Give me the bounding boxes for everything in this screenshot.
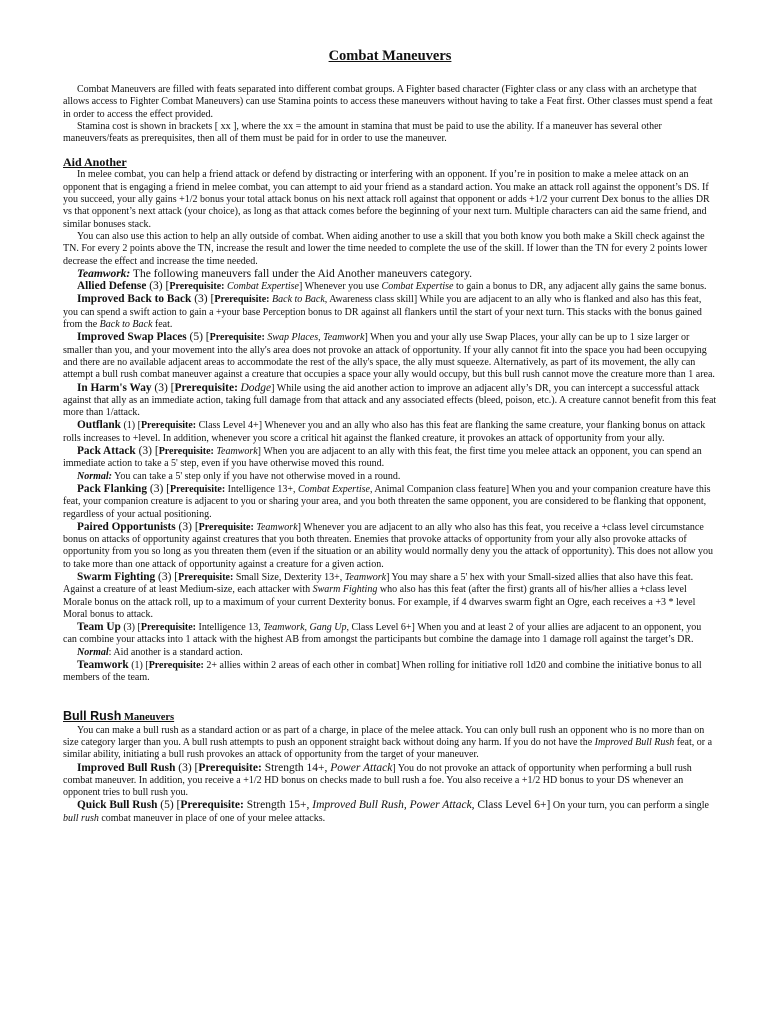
feat-name: Teamwork <box>77 659 129 672</box>
bull-rush-paragraph: You can make a bull rush as a standard action or as part of a charge, in place of the melee attack. You can only bull rush an opponent who is no more than on size category larger than you. A bull rush attempts to push an opponent straight back without doing any harm. If you do not have the Improved Bull Rush feat, or a similar ability, initiating a bull rush provokes an attack of opportunity from the target of your maneuver. <box>63 724 713 761</box>
document-page <box>63 44 717 825</box>
feat-name: Improved Swap Places <box>77 331 187 344</box>
intro-paragraph-2: Stamina cost is shown in brackets [ xx ], where the xx = the amount in stamina that must be paid to use the ability. If a maneuver has several other maneuvers/feats as prerequisites, then all of them must be paid for in order to use the maneuver. <box>63 120 662 145</box>
section-heading-bull-rush: Bull Rush Maneuvers <box>63 708 175 723</box>
feat-outflank: Outflank (1) [Prerequisite: Class Level 4+] Whenever you and an ally who also has this feat are flanking the same creature, your flanking bonus on attack rolls increases to +level. In addition, whenever you score a critical hit against the flanked creature, it provokes an attack of opportunity from your ally. <box>63 419 706 444</box>
feat-pack-attack: Pack Attack (3) [Prerequisite: Teamwork] When you are adjacent to an ally with this feat, the first time you melee attack an opponent, you can spend an immediate action to take a 5' step, even if you have otherwise moved this round. <box>63 445 702 470</box>
page-title: Combat Maneuvers <box>328 48 452 64</box>
feat-improved-swap-places: Improved Swap Places (5) [Prerequisite: Swap Places, Teamwork] When you and your ally use Swap Places, your ally can be up to 1 size larger or smaller than you, and your movement into the ally's area does not provoke an attack of opportunity. If your ally cannot fit into the space you had been occupying and there are no available adjacent areas to accommodate the rest of the ally's space, the ally must squeeze. Alternatively, as part of its movement, the ally can attempt a bull rush combat maneuver against a creature that occupies a space your ally would occupy, but this bull rush cannot move the creature more than 1 area. <box>63 331 715 381</box>
feat-paired-opportunists: Paired Opportunists (3) [Prerequisite: Teamwork] Whenever you are adjacent to an ally who also has this feat, you receive a +class level circumstance bonus on attacks of opportunity against creatures that you both threaten. Enemies that provoke attacks of opportunity from your ally also provoke attacks of opportunity from you so long as you threaten them (even if the situation or an ability would normally deny you the attack of opportunity). This does not allow you to take more than one attack of opportunity against a creature for a given action. <box>63 520 713 570</box>
feat-swarm-fighting: Swarm Fighting (3) [Prerequisite: Small Size, Dexterity 13+, Teamwork] You may share a 5' hex with your Small-sized allies that also have this feat. Against a creature of at least Medium-size, each attacker with Swarm Fighting who also has this feat (after the first) grants all of his/her allies a +class level Morale bonus on the attack roll, up to a maximum of your current Dexterity bonus. For example, if 4 dwarves swarm fight an Ogre, each receives a +3 * level Moral bonus to attack. <box>63 570 696 620</box>
teamwork-label: Teamwork: <box>77 267 131 280</box>
team-up-normal-note: Normal: Aid another is a standard action. <box>77 646 243 658</box>
feat-pack-flanking: Pack Flanking (3) [Prerequisite: Intelligence 13+, Combat Expertise, Animal Companion class feature] When you and your companion creature have this feat, your companion creature is adjacent to you or sharing your area, and you both threaten the same opponent, you are considered to be flanking that opponent, regardless of your actual positioning. <box>63 482 711 520</box>
feat-name: Team Up <box>77 621 121 634</box>
feat-team-up: Team Up (3) [Prerequisite: Intelligence 13, Teamwork, Gang Up, Class Level 6+] When you and at least 2 of your allies are adjacent to an opponent, you can combine your attacks into 1 attack with the highest AB from amongst the participants but combine the damage into 1 damage roll against the target’s DR. <box>63 621 702 646</box>
intro-paragraph-1: Combat Maneuvers are filled with feats separated into different combat groups. A Fighter based character (Fighter class or any class with an archetype that allows access to Fighter Combat Maneuvers) can use Stamina points to access these maneuvers without having to take a Feat first. Other classes must spend a feat in order to access the effect provided. <box>63 84 713 120</box>
teamwork-text: The following maneuvers fall under the Aid Another maneuvers category. <box>130 267 472 280</box>
feat-in-harms-way: In Harm's Way (3) [Prerequisite: Dodge] While using the aid another action to improve an adjacent ally’s DR, you can intercept a successful attack against that ally as an immediate action, taking full damage from that attack and any associated effects (bleed, poison, etc.). A creature cannot benefit from this feat more than 1/attack. <box>63 381 717 419</box>
pack-attack-normal-note: Normal: You can take a 5' step only if you have not otherwise moved in a round. <box>77 470 401 482</box>
feat-improved-back-to-back: Improved Back to Back (3) [Prerequisite: Back to Back, Awareness class skill] While you are adjacent to an ally who is flanked and also has this feat, you can spend a swift action to gain a +your base Perception bonus to DR against all flankers until the start of your next turn. This stacks with the bonus gained from the Back to Back feat. <box>63 293 702 331</box>
feat-name: Pack Attack <box>77 445 136 458</box>
section-heading-aid-another: Aid Another <box>63 155 127 170</box>
feat-name: In Harm's Way <box>77 381 152 394</box>
feat-teamwork: Teamwork (1) [Prerequisite: 2+ allies within 2 areas of each other in combat] When rolling for initiative roll 1d20 and combine the initiative bonus to all members of the team. <box>63 659 702 684</box>
feat-name: Swarm Fighting <box>77 570 156 583</box>
feat-name: Outflank <box>77 419 121 432</box>
feat-name: Improved Back to Back <box>77 293 192 306</box>
teamwork-note <box>63 268 717 280</box>
feat-name: Paired Opportunists <box>77 520 176 533</box>
feat-name: Improved Bull Rush <box>77 761 176 774</box>
feat-allied-defense: Allied Defense (3) [Prerequisite: Combat Expertise] Whenever you use Combat Expertise to gain a bonus to DR, any adjacent ally gains the same bonus. <box>77 280 707 293</box>
feat-improved-bull-rush: Improved Bull Rush (3) [Prerequisite: Strength 14+, Power Attack] You do not provoke an attack of opportunity when performing a bull rush combat maneuver. In addition, you receive a +1/2 HD bonus on checks made to bull rush a foe. You also receive a +1/2 HD bonus to your DS whenever an opponent tries to bull rush you. <box>63 761 692 799</box>
feat-quick-bull-rush: Quick Bull Rush (5) [Prerequisite: Strength 15+, Improved Bull Rush, Power Attack, Class Level 6+] On your turn, you can perform a single bull rush combat maneuver in place of one of your melee attacks. <box>63 799 709 824</box>
feat-name: Quick Bull Rush <box>77 799 158 812</box>
feat-name: Allied Defense <box>77 280 147 293</box>
aid-paragraph-2: You can also use this action to help an ally outside of combat. When aiding another to use a skill that you both know you both make a Skill check against the TN. For every 2 points above the TN, increase the result and lower the time needed to complete the use of the skill. If lower than the TN for every 2 points lower decrease the effect and increase the time needed. <box>63 230 708 267</box>
aid-paragraph-1: In melee combat, you can help a friend attack or defend by distracting or interfering with an opponent. If you’re in position to make a melee attack on an opponent that is engaging a friend in melee combat, you can attempt to aid your friend as a standard action. You make an attack roll against the opponent’s DS. If you succeed, your ally gains +1/2 bonus your total attack bonus on his next attack roll against that opponent or adds +1/2 your current Dex bonus to the allies DR vs that opponent’s next attack (your choice), as long as that attack comes before the beginning of your next turn. Multiple characters can aid the same friend, and similar bonuses stack. <box>63 169 710 230</box>
feat-name: Pack Flanking <box>77 482 147 495</box>
